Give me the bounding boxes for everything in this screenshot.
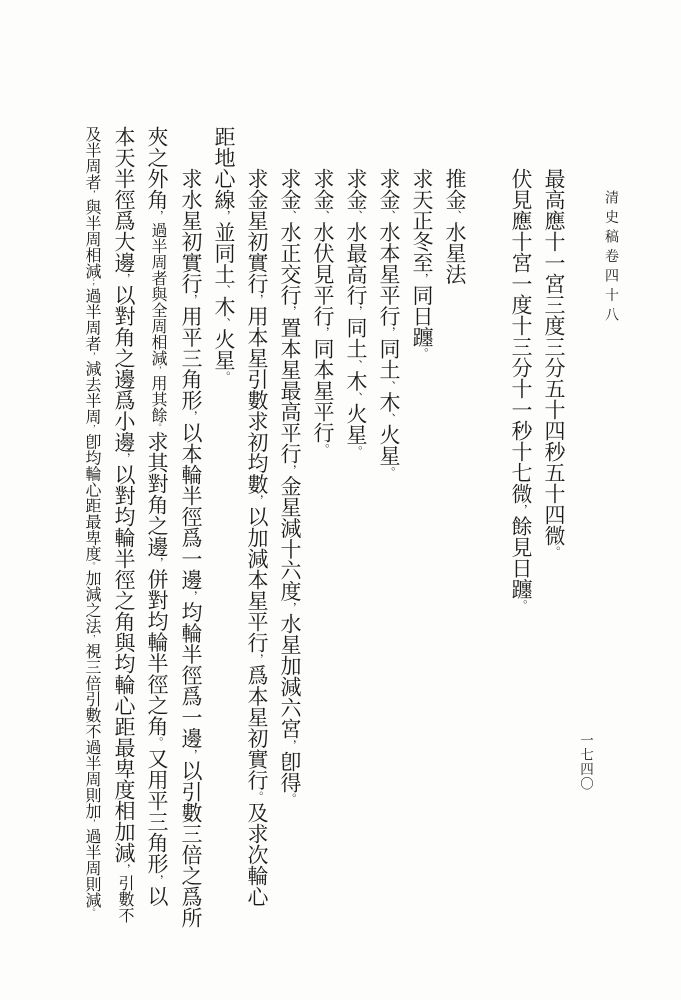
punctuation: ， (185, 748, 197, 761)
body-text-run: 求金、水最高行，同土、木、火星。 (344, 168, 368, 457)
punctuation: 。 (515, 599, 527, 612)
punctuation: 、 (350, 210, 362, 222)
punctuation: 、 (383, 412, 395, 425)
text-column (174, 126, 207, 929)
body-text-run: 推金、水星法 (443, 168, 467, 285)
text-column (537, 126, 570, 920)
punctuation: 、 (218, 317, 230, 329)
punctuation: 。 (152, 422, 162, 432)
punctuation: ， (118, 863, 130, 875)
punctuation: 、 (317, 210, 329, 222)
punctuation: 、 (383, 380, 395, 392)
punctuation: ， (152, 365, 162, 375)
text-column (504, 126, 537, 920)
punctuation: ， (317, 326, 329, 339)
page-number: 一七四〇 (578, 733, 593, 791)
text-column (240, 126, 273, 920)
punctuation: ， (416, 273, 428, 285)
punctuation: 。 (383, 466, 395, 478)
text-column (108, 126, 141, 923)
punctuation: ， (151, 210, 163, 222)
punctuation: 。 (548, 546, 560, 558)
body-text-run: 求金星初實行，用本星引數求初均數，以加減本星平行，爲本星初實行。及求次輪心 (245, 168, 269, 908)
punctuation: ， (251, 494, 263, 507)
punctuation: ， (185, 294, 197, 306)
commentary-text-run: 引數不 (116, 874, 133, 923)
punctuation: 。 (251, 790, 263, 803)
punctuation: ， (284, 305, 296, 318)
punctuation: ， (86, 190, 96, 199)
punctuation: 、 (449, 210, 461, 222)
punctuation: 。 (218, 370, 230, 383)
punctuation: ， (151, 557, 163, 569)
text-column (339, 126, 372, 920)
punctuation: 、 (383, 210, 395, 222)
punctuation: ， (185, 410, 197, 423)
punctuation: ， (86, 634, 96, 643)
punctuation: ， (86, 818, 96, 828)
body-text-run: 求金、水本星平行，同土、木、火星。 (377, 168, 401, 478)
running-title: 清史稿卷四十八 (603, 190, 618, 327)
text-column (438, 126, 471, 920)
punctuation: 。 (317, 443, 329, 455)
punctuation: 、 (284, 210, 296, 222)
punctuation: ， (284, 739, 296, 751)
commentary-text-run: 過半周者與全周相減，用其餘。 (149, 221, 166, 432)
body-text-run: 最高應十一宮三度三分五十四秒五十四微。 (542, 168, 566, 558)
text-column (405, 126, 438, 920)
text-column (273, 126, 306, 920)
text-column (75, 126, 108, 920)
body-text-run: 求天正冬至，同日躔。 (410, 168, 434, 360)
punctuation: ， (251, 653, 263, 665)
punctuation: ， (515, 504, 527, 516)
body-text-run: 求其對角之邊，併對均輪半徑之角。又用平三角形，以 (145, 431, 169, 907)
punctuation: 。 (86, 907, 96, 917)
punctuation: 。 (151, 736, 163, 749)
body-text-run: 求水星初實行，用平三角形，以本輪半徑爲一邊，均輪半徑爲一邊，以引數三倍之爲所 (179, 168, 203, 929)
body-text-run: 伏見應十宮一度十三分十一秒十七微，餘見日躔。 (509, 168, 533, 612)
body-text-run: 求金、水伏見平行，同本星平行。 (311, 168, 335, 455)
body-text-run: 夾之外角， (145, 126, 169, 222)
punctuation: ， (118, 273, 130, 285)
body-text-run: 距地心線，並同土、木、火星。 (212, 126, 236, 383)
punctuation: ， (86, 351, 96, 361)
punctuation: ， (218, 210, 230, 222)
text-block (75, 126, 570, 929)
commentary-text-run: 及半周者，與半周相減；過半周者，減去半周，卽均輪心距最卑度。加減之法，視三倍引數不過半周則加，過半周則減。 (83, 126, 100, 917)
punctuation: 。 (86, 561, 96, 571)
punctuation: 、 (218, 284, 230, 297)
text-column (471, 126, 504, 920)
punctuation: 、 (350, 359, 362, 371)
punctuation: ， (284, 464, 296, 476)
body-text-run: 本天半徑爲大邊，以對角之邊爲小邊，以對均輪半徑之角與均輪心距最卑度相加減， (112, 126, 136, 875)
punctuation: 、 (350, 391, 362, 404)
punctuation: 。 (350, 445, 362, 457)
punctuation: ； (86, 278, 96, 288)
text-column (306, 126, 339, 920)
text-column (141, 126, 174, 920)
punctuation: 。 (416, 347, 428, 360)
punctuation: ， (86, 424, 96, 434)
punctuation: ， (151, 874, 163, 886)
punctuation: 。 (284, 792, 296, 805)
punctuation: ， (284, 601, 296, 614)
punctuation: ， (383, 326, 395, 339)
text-column (372, 126, 405, 920)
punctuation: ， (251, 294, 263, 306)
punctuation: ， (118, 452, 130, 465)
punctuation: ， (185, 590, 197, 602)
punctuation: ， (350, 305, 362, 318)
body-text-run: 求金、水正交行，置本星最高平行，金星減十六度，水星加減六宮，卽得。 (278, 168, 302, 805)
text-column (207, 126, 240, 920)
